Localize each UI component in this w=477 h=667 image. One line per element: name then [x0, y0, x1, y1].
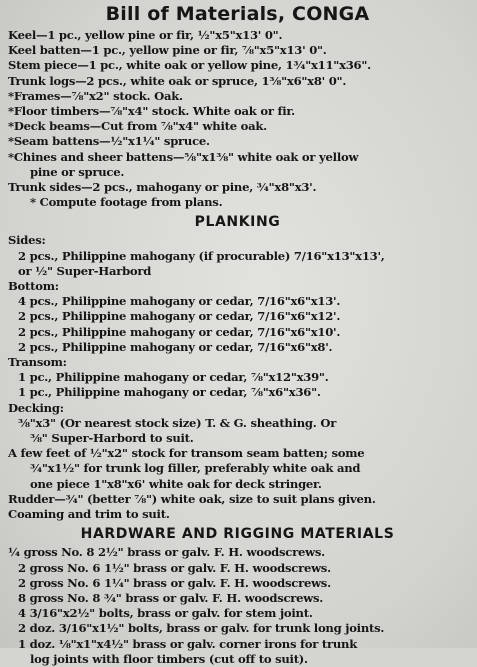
- material-line: *Seam battens—½"x1¼" spruce.: [8, 134, 210, 149]
- material-line: *Chines and sheer battens—⅝"x1⅜" white oak or yellow: [8, 149, 359, 164]
- planking-line: one piece 1"x8"x6' white oak for deck stringer.: [30, 476, 322, 491]
- planking-line: 1 pc., Philippine mahogany or cedar, ⅞"x6"x36".: [18, 385, 321, 400]
- hardware-line: log joints with floor timbers (cut off to suit).: [30, 651, 308, 666]
- hardware-list: [8, 545, 467, 667]
- planking-line: A few feet of ½"x2" stock for transom seam batten; some: [8, 446, 365, 461]
- planking-line: Sides:: [8, 233, 46, 248]
- material-line: Trunk sides—2 pcs., mahogany or pine, ¾"x8"x3'.: [8, 180, 317, 195]
- planking-line: 2 pcs., Philippine mahogany (if procurable) 7/16"x13"x13',: [18, 248, 385, 263]
- hardware-line: 2 doz. 3/16"x1½" bolts, brass or galv. for trunk long joints.: [18, 621, 385, 636]
- hardware-line: 4 3/16"x2½" bolts, brass or galv. for stem joint.: [18, 606, 313, 621]
- material-line: *Deck beams—Cut from ⅞"x4" white oak.: [8, 119, 267, 134]
- material-line: * Compute footage from plans.: [30, 195, 223, 210]
- materials-list: [8, 28, 467, 210]
- planking-line: 4 pcs., Philippine mahogany or cedar, 7/16"x6"x13'.: [18, 294, 341, 309]
- planking-heading: PLANKING: [194, 214, 281, 231]
- planking-line: ⅜"x3" (Or nearest stock size) T. & G. sheathing. Or: [18, 415, 337, 430]
- planking-line: 2 pcs., Philippine mahogany or cedar, 7/16"x6"x12'.: [18, 309, 341, 324]
- hardware-line: 2 gross No. 6 1¼" brass or galv. F. H. woodscrews.: [18, 575, 331, 590]
- material-line: pine or spruce.: [30, 164, 125, 179]
- material-line: Keel—1 pc., yellow pine or fir, ½"x5"x13' 0".: [8, 28, 283, 42]
- material-line: *Frames—⅞"x2" stock. Oak.: [8, 88, 183, 103]
- planking-line: Transom:: [8, 355, 67, 370]
- document-title: Bill of Materials, CONGA: [105, 3, 370, 25]
- planking-line: 2 pcs., Philippine mahogany or cedar, 7/16"x6"x8'.: [18, 339, 333, 354]
- planking-list: [8, 233, 467, 522]
- material-line: Trunk logs—2 pcs., white oak or spruce, 1⅜"x6"x8' 0".: [8, 73, 347, 88]
- planking-line: or ½" Super-Harbord: [18, 263, 152, 278]
- hardware-line: 2 gross No. 6 1½" brass or galv. F. H. woodscrews.: [18, 560, 331, 575]
- planking-line: Decking:: [8, 400, 64, 415]
- planking-line: Coaming and trim to suit.: [8, 507, 170, 522]
- hardware-heading: HARDWARE AND RIGGING MATERIALS: [80, 526, 395, 543]
- material-line: Stem piece—1 pc., white oak or yellow pine, 1¾"x11"x36".: [8, 58, 371, 73]
- material-line: *Floor timbers—⅞"x4" stock. White oak or fir.: [8, 104, 295, 119]
- planking-line: 1 pc., Philippine mahogany or cedar, ⅞"x12"x39".: [18, 370, 329, 385]
- hardware-line: 1 doz. ⅛"x1"x4½" brass or galv. corner irons for trunk: [18, 636, 357, 651]
- planking-line: ¾"x1½" for trunk log filler, preferably white oak and: [30, 461, 361, 476]
- planking-line: 2 pcs., Philippine mahogany or cedar, 7/16"x6"x10'.: [18, 324, 341, 339]
- planking-line: Rudder—¾" (better ⅞") white oak, size to suit plans given.: [8, 491, 376, 506]
- hardware-line: ¼ gross No. 8 2½" brass or galv. F. H. woodscrews.: [8, 545, 325, 560]
- hardware-line: 8 gross No. 8 ¾" brass or galv. F. H. woodscrews.: [18, 590, 324, 605]
- planking-line: Bottom:: [8, 279, 59, 294]
- material-line: Keel batten—1 pc., yellow pine or fir, ⅞"x5"x13' 0".: [8, 43, 327, 58]
- planking-line: ⅜" Super-Harbord to suit.: [30, 431, 194, 446]
